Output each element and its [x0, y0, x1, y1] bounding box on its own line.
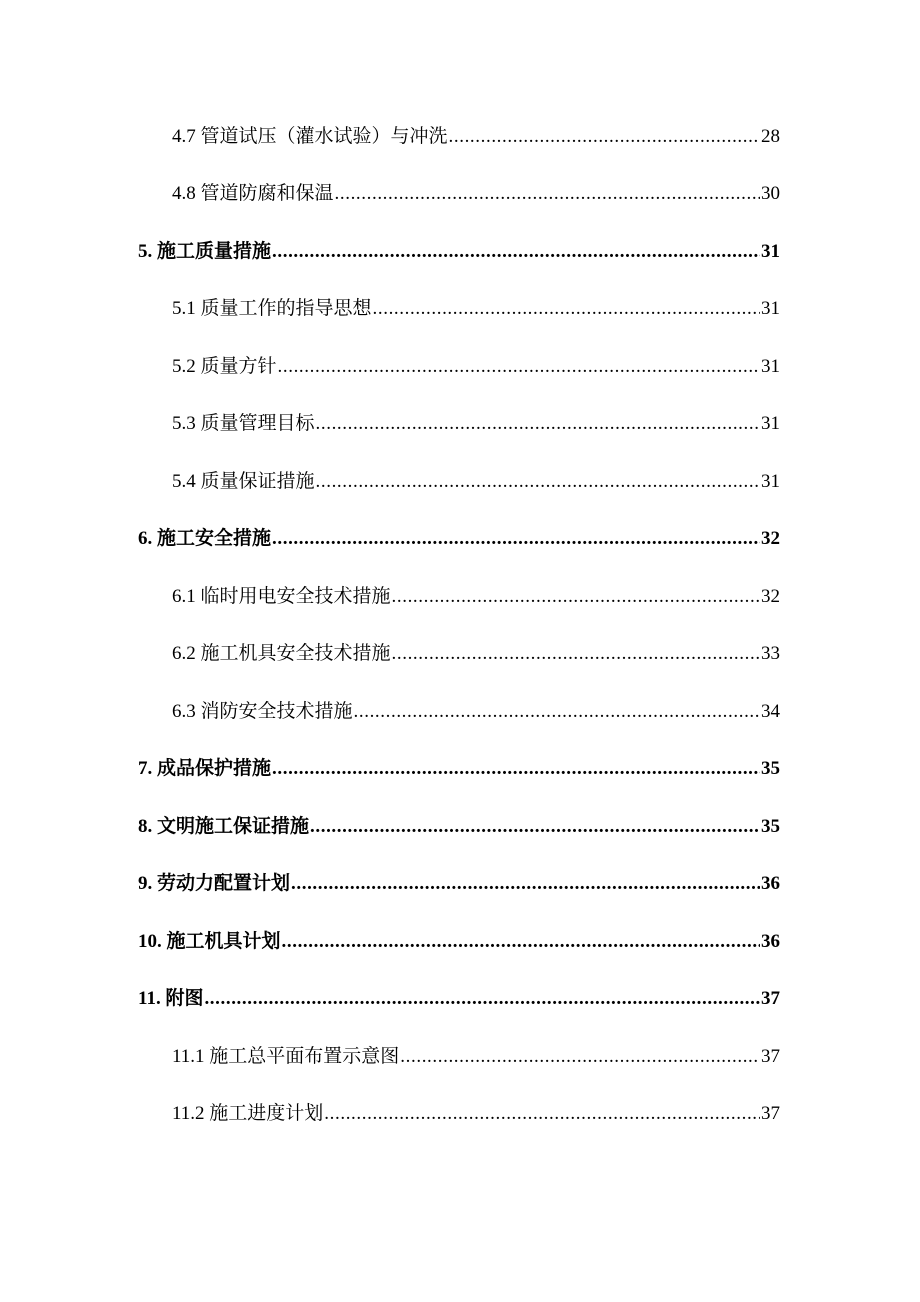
toc-entry-title: 6. 施工安全措施 — [138, 528, 272, 549]
toc-entry-title: 5. 施工质量措施 — [138, 241, 272, 262]
toc-entry-title: 4.8 管道防腐和保温 — [172, 183, 334, 204]
toc-entry-title: 6.2 施工机具安全技术措施 — [172, 643, 391, 664]
toc-entry-title: 5.1 质量工作的指导思想 — [172, 298, 372, 319]
toc-page-number: 31 — [761, 471, 780, 492]
toc-entry-5-4[interactable] — [172, 469, 780, 495]
toc-entry-9[interactable] — [138, 871, 780, 897]
toc-entry-5-1[interactable] — [172, 296, 780, 322]
toc-page-number: 35 — [761, 816, 780, 837]
toc-entry-10[interactable] — [138, 929, 780, 955]
toc-page-number: 36 — [761, 873, 780, 894]
toc-entry-title: 4.7 管道试压（灌水试验）与冲洗 — [172, 126, 448, 147]
toc-entry-title: 11.1 施工总平面布置示意图 — [172, 1046, 400, 1067]
toc-entry-title: 6.3 消防安全技术措施 — [172, 701, 353, 722]
toc-dot-leader — [316, 411, 760, 437]
toc-page-number: 37 — [761, 1046, 780, 1067]
toc-entry-5-3[interactable] — [172, 411, 780, 437]
toc-dot-leader — [392, 584, 760, 610]
toc-entry-11[interactable] — [138, 986, 780, 1012]
toc-entry-title: 8. 文明施工保证措施 — [138, 816, 310, 837]
toc-page-number: 31 — [761, 413, 780, 434]
toc-entry-4-8[interactable] — [172, 181, 780, 207]
toc-entry-title: 7. 成品保护措施 — [138, 758, 272, 779]
toc-entry-6-2[interactable] — [172, 641, 780, 667]
toc-entry-11-2[interactable] — [172, 1101, 780, 1127]
toc-dot-leader — [324, 1101, 760, 1127]
toc-page-number: 31 — [761, 241, 780, 262]
toc-dot-leader — [204, 986, 760, 1012]
toc-entry-title: 5.3 质量管理目标 — [172, 413, 315, 434]
toc-dot-leader — [272, 756, 760, 782]
toc-dot-leader — [310, 814, 760, 840]
toc-dot-leader — [392, 641, 760, 667]
toc-entry-title: 11. 附图 — [138, 988, 204, 1009]
toc-entry-6[interactable] — [138, 526, 780, 552]
toc-dot-leader — [278, 354, 760, 380]
toc-page-number: 35 — [761, 758, 780, 779]
toc-entry-title: 11.2 施工进度计划 — [172, 1103, 324, 1124]
toc-entry-title: 9. 劳动力配置计划 — [138, 873, 291, 894]
toc-dot-leader — [291, 871, 760, 897]
toc-page-number: 37 — [761, 988, 780, 1009]
toc-entry-5[interactable] — [138, 239, 780, 265]
toc-entry-title: 10. 施工机具计划 — [138, 931, 281, 952]
toc-entry-11-1[interactable] — [172, 1044, 780, 1070]
toc-page-number: 31 — [761, 356, 780, 377]
toc-dot-leader — [449, 124, 760, 150]
toc-dot-leader — [316, 469, 760, 495]
toc-dot-leader — [282, 929, 760, 955]
toc-page-number: 34 — [761, 701, 780, 722]
toc-page-number: 37 — [761, 1103, 780, 1124]
toc-dot-leader — [373, 296, 760, 322]
toc-dot-leader — [335, 181, 760, 207]
toc-page-number: 36 — [761, 931, 780, 952]
toc-page-number: 28 — [761, 126, 780, 147]
toc-page-number: 30 — [761, 183, 780, 204]
toc-dot-leader — [272, 526, 760, 552]
toc-page-number: 33 — [761, 643, 780, 664]
toc-entry-title: 6.1 临时用电安全技术措施 — [172, 586, 391, 607]
toc-entry-title: 5.4 质量保证措施 — [172, 471, 315, 492]
toc-page-number: 32 — [761, 528, 780, 549]
toc-entry-5-2[interactable] — [172, 354, 780, 380]
toc-entry-7[interactable] — [138, 756, 780, 782]
toc-entry-8[interactable] — [138, 814, 780, 840]
toc-entry-6-1[interactable] — [172, 584, 780, 610]
toc-entry-6-3[interactable] — [172, 699, 780, 725]
toc-page-number: 32 — [761, 586, 780, 607]
toc-dot-leader — [272, 239, 760, 265]
toc-dot-leader — [354, 699, 760, 725]
toc-entry-4-7[interactable] — [172, 124, 780, 150]
toc-dot-leader — [400, 1044, 760, 1070]
toc-entry-title: 5.2 质量方针 — [172, 356, 277, 377]
toc-page-number: 31 — [761, 298, 780, 319]
